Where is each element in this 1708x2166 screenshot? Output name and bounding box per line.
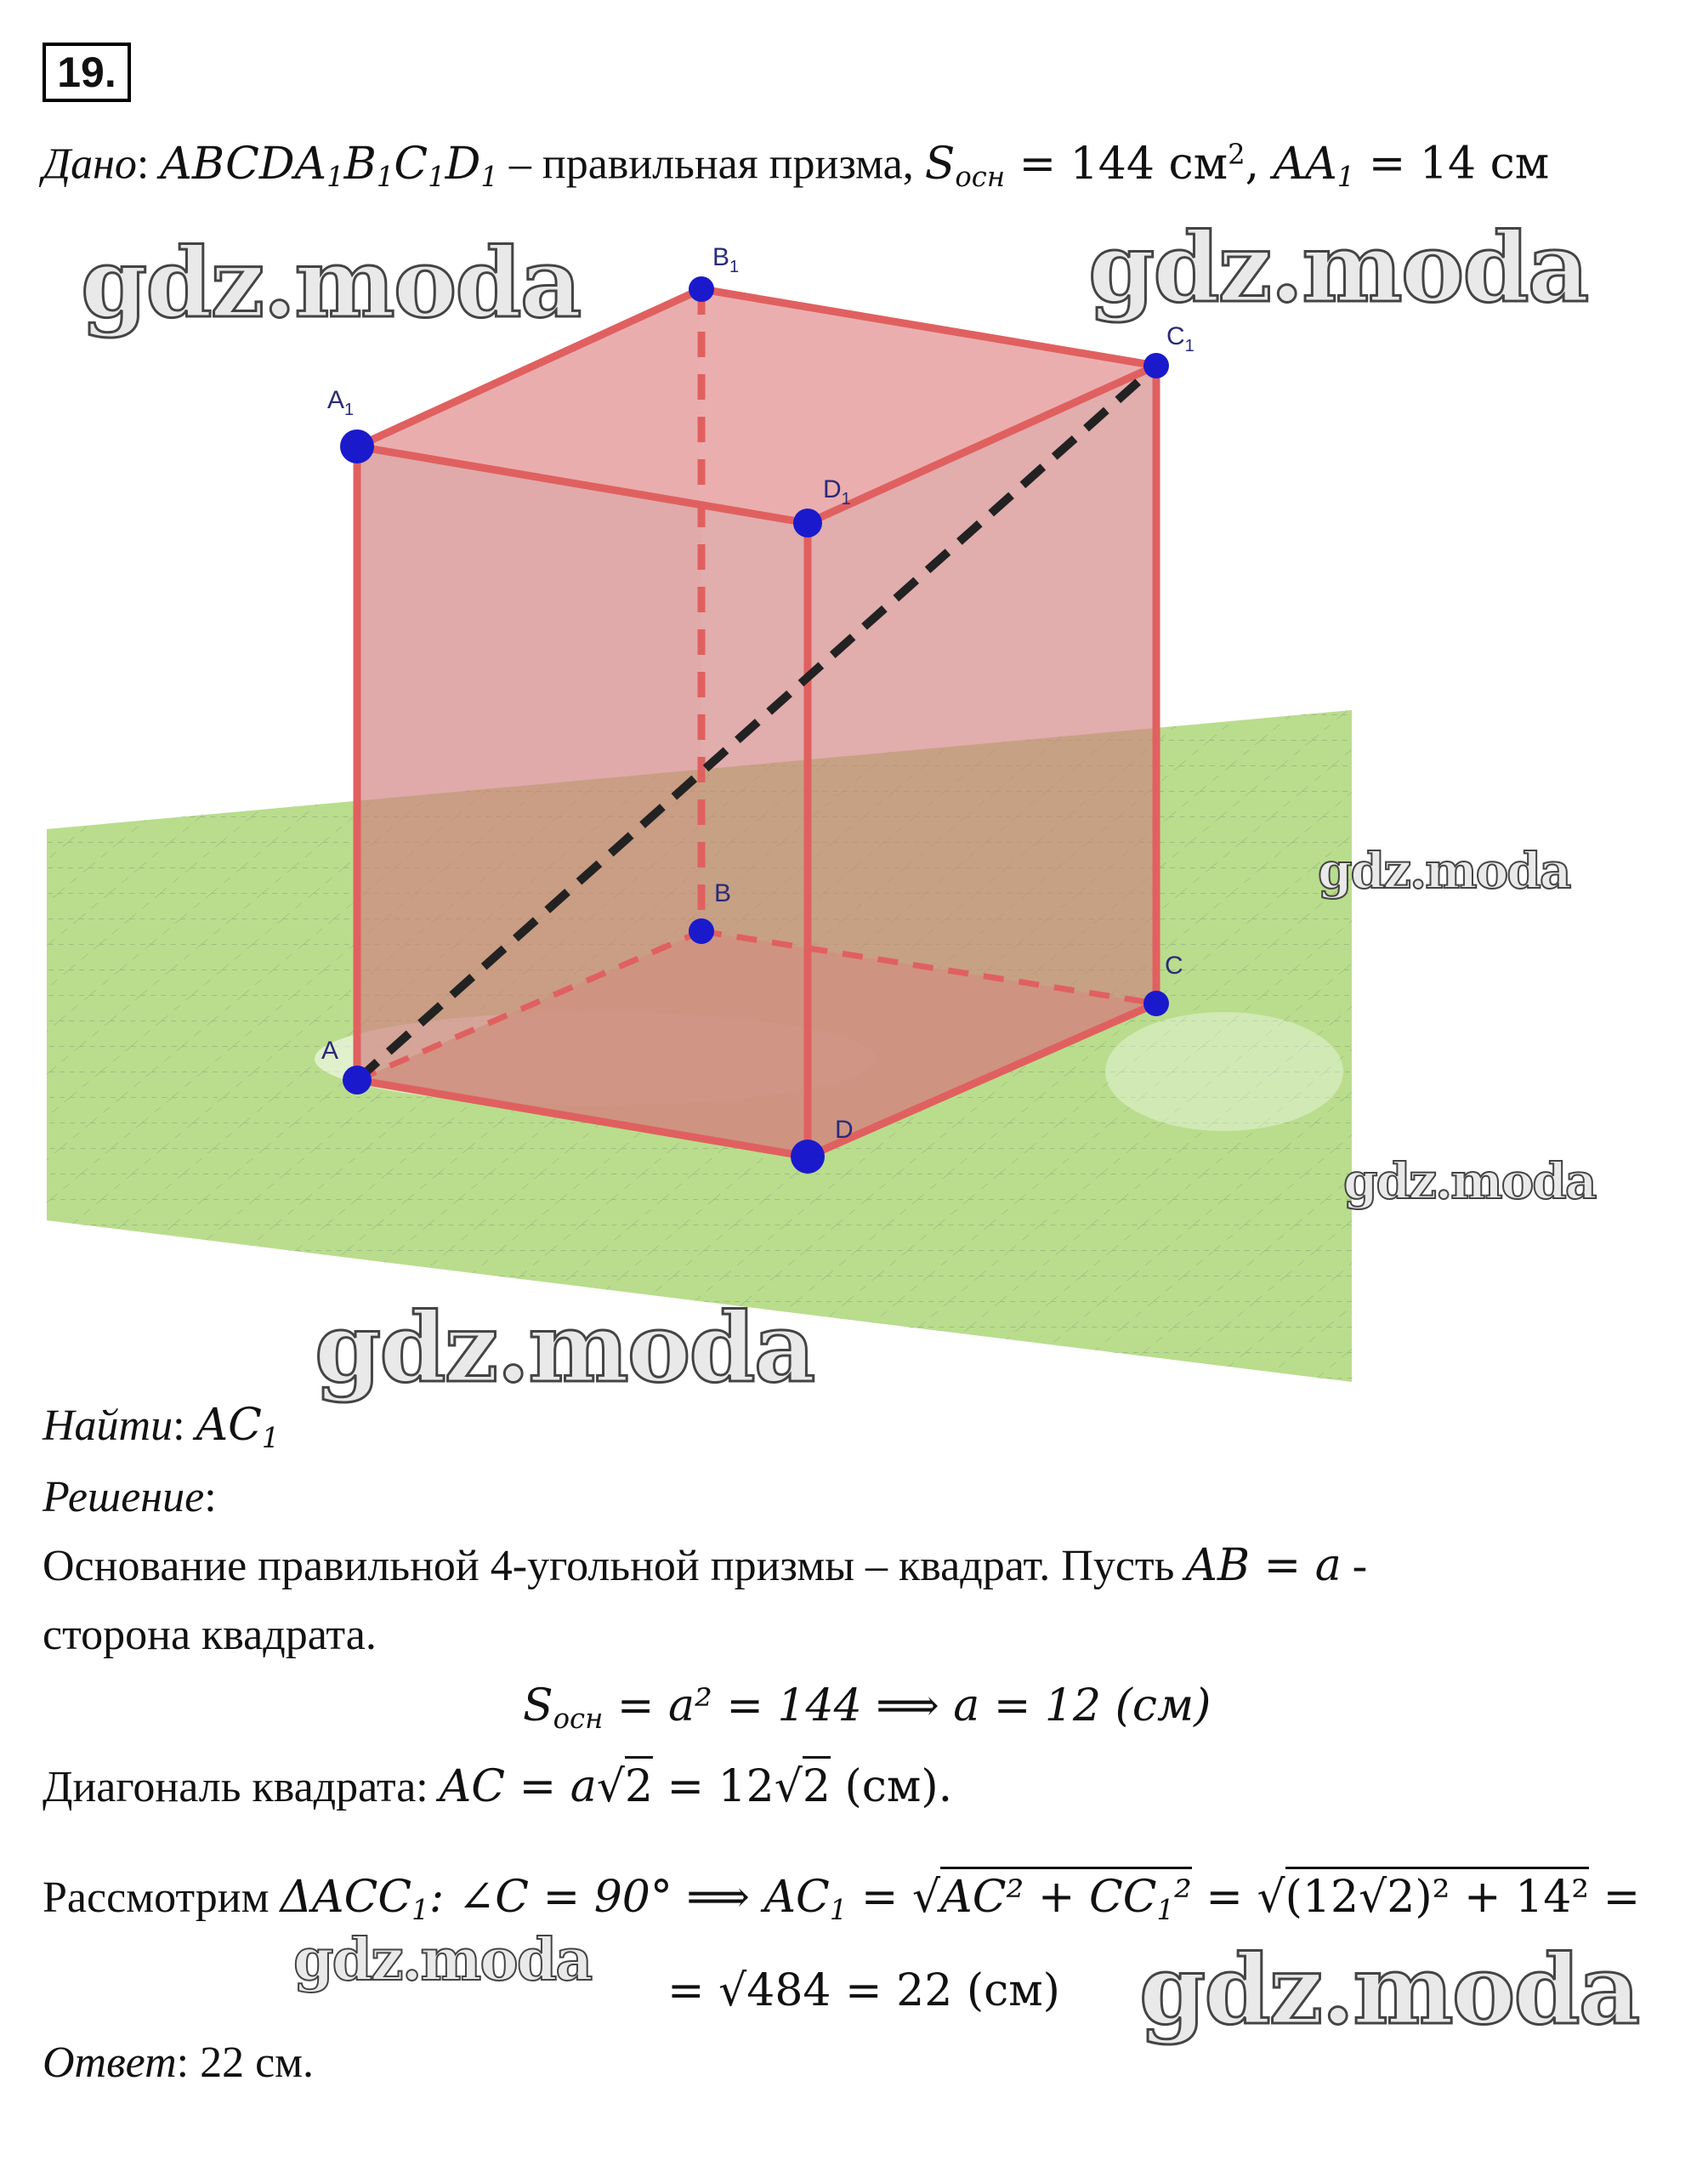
watermark: gdz.moda [1343,1152,1596,1210]
label-a: A [321,1037,339,1065]
problem-number: 19. [43,43,131,102]
point-b [689,918,714,944]
watermark: gdz.moda [293,1926,592,1994]
para-text: Основание правильной 4-угольной призмы – квадрат. Пусть [43,1542,1186,1590]
label-c: C [1165,952,1183,980]
para-dash: - [1341,1542,1368,1590]
point-d [791,1140,825,1174]
point-a1 [340,429,374,463]
watermark: gdz.moda [1318,842,1570,900]
erase-smudge [1105,1012,1343,1131]
given-label: Дано [43,139,137,189]
solution-paragraph [43,1539,1367,1593]
point-b1 [689,276,714,302]
equation-triangle: Рассмотрим $\Delta ACC_1$: ∠C = 90° ⟹ $AC_1 = √AC^2 + CC_1^2 = √(12√2)^2 + 14^2$ = [43,1867,1640,1936]
watermark: gdz.moda [1139,1935,1639,2046]
watermark: gdz.moda [315,1293,814,1404]
find-value: $AC_1$ [196,1400,280,1455]
para-math: AB = a [1185,1540,1342,1591]
find-line: Найти: $AC_1$ [43,1400,280,1455]
find-label: Найти [43,1401,173,1450]
edge-aa1-value: = 14 см [1354,138,1550,190]
answer-line: Ответ: 22 см. [43,2038,315,2087]
given-line: Дано: $ABCDA_1B_1C_1D_1$ – правильная призма, $S_{осн} = 144$ $см^2$, $AA_1 = 14$ см [43,138,1550,193]
s-base-symbol: $S_{осн}$ [924,138,1006,193]
prism-figure [0,213,1708,1403]
prism-name: $ABCDA_1B_1C_1D_1$ [160,138,498,193]
label-b1: $B_1$ [712,243,740,276]
equation-diagonal: Диагональ квадрата: AC = a√2 = 12√2 (см). [43,1756,952,1814]
solution-label: Решение: [43,1473,217,1521]
watermark: gdz.moda [1088,213,1588,324]
label-d: D [835,1116,854,1144]
equation-area: $S_{осн} = a^2 = 144$ ⟹ a = 12 (см) [523,1680,1211,1736]
label-c1: $C_1$ [1166,322,1194,355]
watermark: gdz.moda [81,228,581,339]
given-text: – правильная призма, [497,139,925,189]
point-a [343,1066,372,1094]
edge-aa1: $AA_1$ [1273,138,1355,193]
label-a1: $A_1$ [327,386,355,419]
label-b: B [714,879,732,907]
solution-paragraph-line2: сторона квадрата. [43,1611,377,1659]
point-d1 [793,509,822,537]
point-c1 [1143,353,1169,378]
s-base-value: = 144 $см^2$, [1005,138,1274,190]
label-d1: $D_1$ [823,475,851,509]
point-c [1143,991,1169,1016]
equation-result: = √484 = 22 (см) [667,1965,1060,2016]
